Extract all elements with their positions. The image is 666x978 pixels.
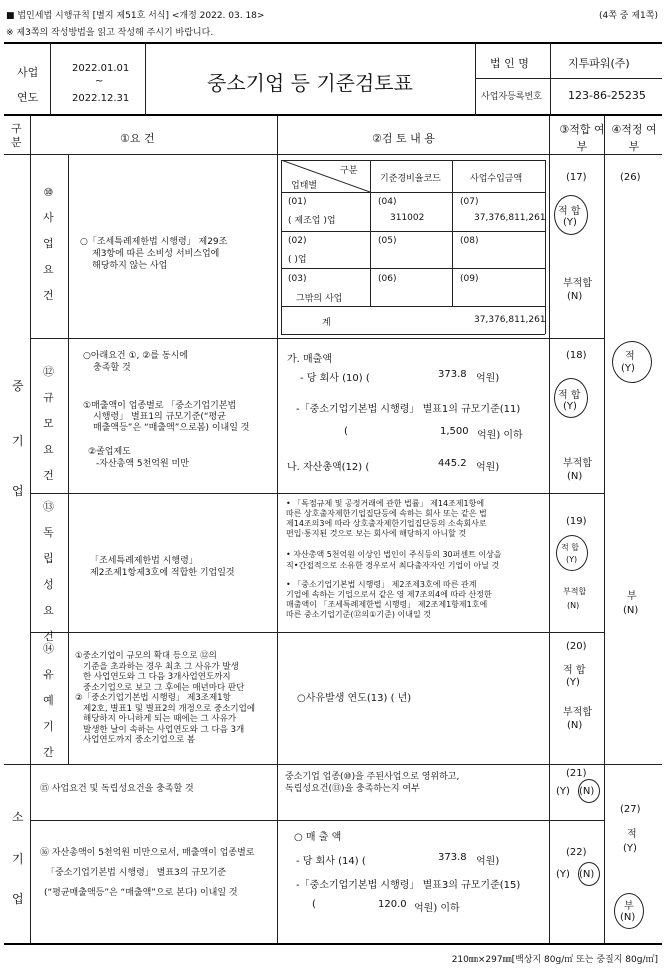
rule	[4, 943, 662, 945]
review-small-criteria: -「중소기업기본법 시행령」 별표3의 규모기준(15)	[296, 880, 521, 891]
page-note: (4쪽 중 제1쪽)	[599, 11, 658, 21]
rule	[475, 43, 476, 115]
rule	[277, 116, 278, 943]
small-label-1: 소	[12, 810, 24, 824]
review-assets-value: 445.2	[438, 458, 467, 469]
corp-name: 지투파워(주)	[568, 57, 630, 70]
item2-name: ( )업	[288, 255, 307, 265]
row1-fit-unfit: 부적합	[563, 278, 592, 289]
rule	[4, 114, 662, 116]
rule	[30, 632, 604, 633]
valid-small-y: (Y)	[623, 843, 637, 854]
review-small-own-label: - 당 회사 (14) (	[296, 856, 366, 867]
inner-header-income: 사업수입금액	[470, 174, 523, 184]
row2-fit-unfit: 부적합	[563, 458, 592, 469]
form-title: 중소기업 등 기준검토표	[207, 71, 413, 95]
row4-fit-n: (N)	[567, 720, 583, 731]
review-small-sales: ○ 매 출 액	[294, 832, 342, 843]
row1-fit-yes: 적 합	[558, 206, 581, 217]
review-own-sales-unit: 억원)	[476, 373, 500, 384]
row2-label: ⑫ 규 모 요 건	[43, 365, 54, 482]
rule	[550, 43, 551, 115]
small-label-2: 기	[12, 852, 24, 866]
rule	[4, 764, 662, 765]
corp-name-label: 법 인 명	[490, 57, 529, 70]
row3-fit-n: (N)	[567, 601, 580, 610]
item3-no: (03)	[288, 274, 307, 284]
row3-review-3: • 「중소기업기본법 시행령」 제2조제3호에 따른 관계 기업에 속하는 기업으로서 같은 영 제7조의4에 따라 산정한 매출액이 「조세특례제한법 시행령」 제2조제1항제1호에 따른 중소기업기준(⑫의①기준) 이내일 것	[286, 580, 492, 619]
rule	[68, 154, 69, 764]
item1-income: 37,376,811,261	[474, 213, 546, 223]
row3-review-1: • 「독점규제 및 공정거래에 관한 법률」 제14조제1항에 따른 상호출자제한기업집단등에 속하는 회사 또는 같은 법 제14조의3에 따라 상호출자제한기업집단등의 소속회사로 편입·통지된 것으로 보는 회사에 해당하지 아니할 것	[286, 499, 487, 538]
row6-fit-no: (22)	[566, 847, 587, 858]
biz-no-label: 사업자등록번호	[481, 92, 542, 102]
review-assets-label: 나. 자산총액(12) (	[287, 462, 370, 473]
valid-row3-n: (N)	[623, 605, 639, 616]
regulation-line: ■ 법인세법 시행규칙 [별지 제51호 서식] <개정 2022. 03. 18>	[6, 11, 265, 21]
valid-small-yes: 적	[627, 829, 637, 840]
row1-requirement: ○「조세특례제한법 시행령」 제29조 제3항에 따른 소비성 서비스업에 해당하지 않는 사업	[80, 237, 228, 271]
col-gubun: 구분	[11, 122, 22, 149]
period-tilde: ~	[95, 76, 104, 87]
review-size-paren: (	[344, 426, 348, 437]
item2-income-no: (08)	[460, 236, 479, 246]
rule	[30, 493, 604, 494]
review-small-criteria-unit: 억원) 이하	[414, 903, 460, 914]
review-own-sales-label: - 당 회사 (10) (	[300, 373, 370, 384]
row2-fit-yes: 적 합	[558, 390, 581, 401]
item3-income-no: (09)	[460, 274, 479, 284]
selection-circle	[556, 535, 588, 571]
row3-label: ⑬ 독 립 성 요 건	[43, 500, 54, 643]
row3-review-2: • 자산총액 5천억원 이상인 법인이 주식등의 30퍼센트 이상을 직•간접적으로 소유한 경우로서 최다출자자인 기업이 아닐 것	[286, 550, 502, 570]
item3-code-no: (06)	[378, 274, 397, 284]
valid-no-26: (26)	[620, 172, 641, 183]
year-label-1: 사업	[17, 66, 39, 79]
row3-fit-yes: 적 합	[561, 543, 579, 552]
paper-spec: 210㎜×297㎜[백상지 80g/㎡ 또는 중질지 80g/㎡]	[451, 955, 658, 965]
rule	[30, 116, 31, 943]
review-small-own-unit: 억원)	[476, 856, 500, 867]
row4-fit-unfit: 부적합	[563, 707, 592, 718]
row4-fit-y: (Y)	[566, 677, 580, 688]
valid-small-no: 부	[624, 901, 634, 912]
rule	[30, 820, 604, 821]
valid-row3-no: 부	[627, 591, 637, 602]
row3-fit-no: (19)	[566, 516, 587, 527]
review-small-own-value: 373.8	[438, 852, 467, 863]
rule	[4, 42, 662, 44]
rule	[145, 43, 146, 115]
valid-small-n: (N)	[620, 912, 636, 923]
row2-req-3: ②졸업제도 -자산총액 5천억원 미만	[88, 447, 189, 469]
row5-review: 중소기업 업종(⑩)을 주된사업으로 영위하고, 독립성요건(⑬)을 충족하는지 여부	[285, 772, 460, 794]
inner-header-industry: 업태별	[291, 181, 318, 191]
valid-mid-y: (Y)	[621, 363, 635, 374]
review-small-criteria-value: 120.0	[378, 899, 407, 910]
col-review: ②검 토 내 용	[372, 132, 435, 145]
total-label: 계	[322, 318, 331, 328]
inner-header-category: 구분	[340, 166, 358, 176]
item1-income-no: (07)	[460, 197, 479, 207]
row4-requirement: ①중소기업이 규모의 확대 등으로 ⑫의 기준을 초과하는 경우 최초 그 사유가 발생 한 사업연도와 그 다음 3개사업연도까지 중소기업으로 보고 그 후에는 매년마다 판단 ②「중소기업기본법 시행령」 제3조제1항 제2호, 별표1 및 별표2의 개정으로 중소기업에 해당하지 아니하게 되는 때에는 그 사유가 발생한 날이 속하는 사업연도와 그 다음 3개 사업연도까지 중소기업으로 봄	[75, 651, 256, 745]
row2-fit-n: (N)	[567, 471, 583, 482]
row3-fit-y: (Y)	[566, 555, 578, 564]
row5-requirement: ⑮ 사업요건 및 독립성요건을 충족할 것	[40, 784, 194, 794]
row5-fit-y: (Y)	[556, 786, 570, 797]
item1-name: ( 제조업 )업	[288, 216, 336, 226]
period-end: 2022.12.31	[72, 93, 130, 104]
rule	[549, 116, 550, 943]
total-value: 37,376,811,261	[474, 315, 546, 325]
review-sales: 가. 매출액	[287, 354, 332, 365]
review-event-year: ○사유발생 연도(13) ( 년)	[297, 693, 412, 704]
item1-no: (01)	[288, 197, 307, 207]
row1-fit-n: (N)	[567, 291, 583, 302]
valid-mid-yes: 적	[625, 351, 635, 362]
rule	[604, 116, 605, 943]
biz-no: 123-86-25235	[568, 89, 646, 102]
review-size-unit: 억원) 이하	[477, 430, 523, 441]
row4-fit-no: (20)	[566, 641, 587, 652]
review-assets-unit: 억원)	[476, 462, 500, 473]
row2-req-1: ○아래요건 ①, ②를 동시에 충족할 것	[83, 351, 188, 373]
row4-label: ⑭ 유 예 기 간	[43, 642, 54, 759]
rule	[475, 78, 662, 79]
item2-code-no: (05)	[378, 236, 397, 246]
col-requirement: ①요 건	[120, 132, 155, 145]
row6-requirement: ⑯ 자산총액이 5천억원 미만으로서, 매출액이 업종별로 「중소기업기본법 시행령」 별표3의 규모기준 (“평균매출액등”은 “매출액”으로 본다) 이내일 것	[40, 848, 255, 898]
row3-fit-unfit: 부적합	[563, 587, 587, 596]
review-small-paren: (	[312, 899, 316, 910]
instruction-note: ※ 제3쪽의 작성방법을 읽고 작성해 주시기 바랍니다.	[6, 28, 214, 38]
rule	[50, 43, 51, 115]
row5-fit-n: (N)	[579, 786, 595, 797]
row1-fit-y: (Y)	[563, 217, 577, 228]
row5-fit-no: (21)	[566, 768, 587, 779]
item2-no: (02)	[288, 236, 307, 246]
row4-fit-yes: 적 합	[563, 665, 586, 676]
valid-no-27: (27)	[620, 804, 641, 815]
review-size-criteria: -「중소기업기본법 시행령」 별표1의 규모기준(11)	[296, 404, 521, 415]
item1-code-no: (04)	[378, 197, 397, 207]
row2-fit-no: (18)	[566, 350, 587, 361]
row1-label: ⑩ 사 업 요 건	[43, 186, 54, 302]
period-start: 2022.01.01	[72, 63, 130, 74]
item1-code: 311002	[390, 213, 425, 223]
review-size-value: 1,500	[440, 426, 469, 437]
rule	[30, 338, 604, 339]
sme-label-1: 중	[12, 379, 24, 393]
row2-fit-y: (Y)	[563, 401, 577, 412]
inner-header-code: 기준경비율코드	[380, 174, 441, 184]
row6-fit-y: (Y)	[556, 869, 570, 880]
review-own-sales-value: 373.8	[438, 369, 467, 380]
row3-requirement: 「조세특례제한법 시행령」 제2조제1항제3호에 적합한 기업일것	[90, 556, 235, 578]
row6-fit-n: (N)	[579, 869, 595, 880]
year-label-2: 연도	[17, 91, 39, 104]
col-valid: ④적정 여부	[611, 123, 657, 153]
sme-label-3: 업	[12, 484, 24, 498]
col-fit: ③적합 여부	[559, 123, 605, 153]
row2-req-2: ①매출액이 업종별로 「중소기업기본법 시행령」 별표1의 규모기준(“평균 매출액등”은 “매출액”으로봄) 이내일 것	[83, 401, 250, 433]
sme-label-2: 기	[12, 434, 24, 448]
row1-fit-no: (17)	[566, 172, 587, 183]
item3-name: 그밖의 사업	[296, 294, 343, 304]
small-label-3: 업	[12, 892, 24, 906]
